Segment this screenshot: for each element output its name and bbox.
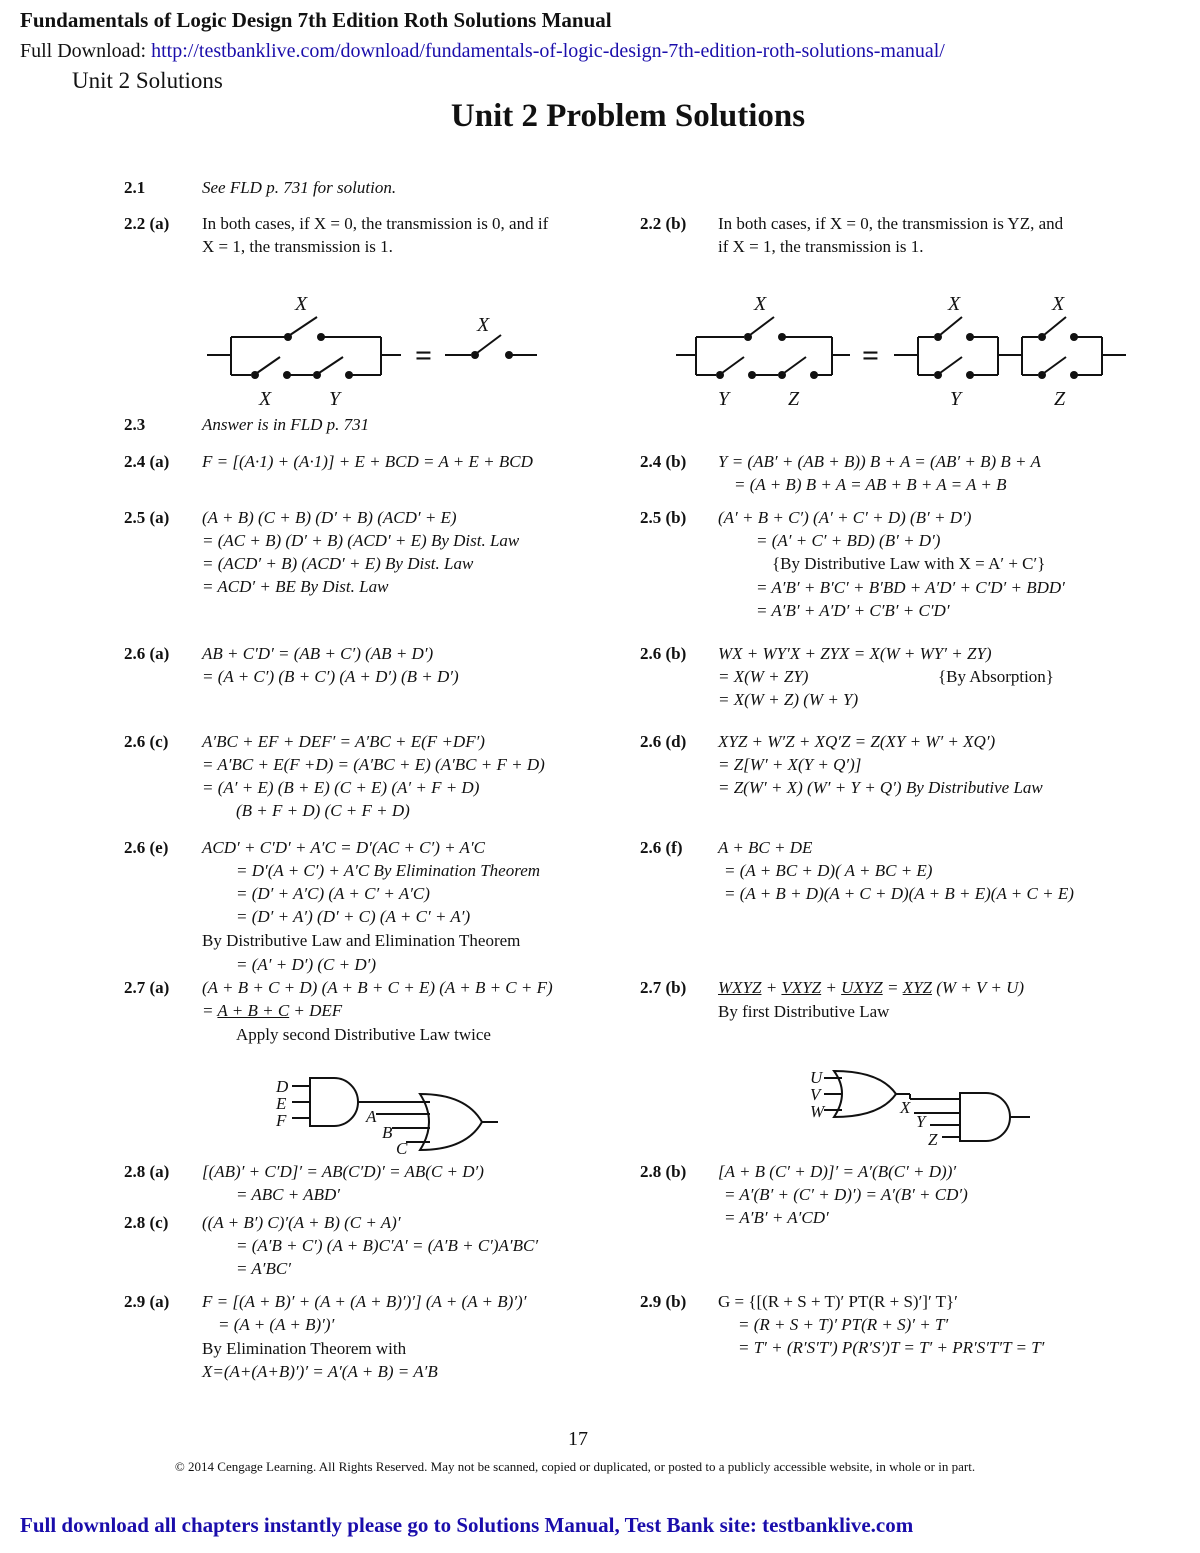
switch-label: X bbox=[259, 388, 272, 410]
solution-line: XYZ + W′Z + XQ′Z = Z(XY + W′ + XQ′) bbox=[718, 732, 996, 751]
solution-line: = A′BC + E(F +D) = (A′BC + E) (A′BC + F + D) bbox=[202, 755, 545, 774]
problem-number: 2.6 (b) bbox=[640, 644, 687, 663]
gate-input-label: Z bbox=[928, 1130, 938, 1149]
download-line bbox=[20, 40, 945, 63]
solution-line: = (D′ + A′) (D′ + C) (A + C′ + A′) bbox=[236, 907, 471, 926]
expr-part: + bbox=[821, 978, 842, 997]
solution-line: = Z(W′ + X) (W′ + Y + Q′) By Distributive Law bbox=[718, 778, 1043, 797]
solution-line: See FLD p. 731 for solution. bbox=[202, 178, 397, 197]
problem-number: 2.2 (b) bbox=[640, 214, 687, 233]
problem-number: 2.8 (a) bbox=[124, 1162, 170, 1181]
solution-line: [(AB)′ + C′D]′ = AB(C′D)′ = AB(C + D′) bbox=[202, 1162, 484, 1181]
switch-label: X bbox=[948, 293, 961, 315]
gate-input-label: Y bbox=[916, 1112, 926, 1131]
solution-line: X = 1, the transmission is 1. bbox=[202, 237, 393, 256]
switch-label: Z bbox=[788, 388, 800, 410]
solution-line: = (A + B + D)(A + C + D)(A + B + E)(A + C + E) bbox=[724, 884, 1074, 903]
gate-input-label: B bbox=[382, 1123, 393, 1142]
solution-line: ACD′ + C′D′ + A′C = D′(AC + C′) + A′C bbox=[202, 838, 485, 857]
problem-number: 2.2 (a) bbox=[124, 214, 170, 233]
problem-number: 2.9 (a) bbox=[124, 1292, 170, 1311]
gate-input-label: W bbox=[810, 1102, 825, 1121]
solution-line: = A′B′ + A′CD′ bbox=[724, 1208, 829, 1227]
solution-line: [A + B (C′ + D)]′ = A′(B(C′ + D))′ bbox=[718, 1162, 957, 1181]
problem-number: 2.4 (b) bbox=[640, 452, 687, 471]
solution-line: (A + B) (C + B) (D′ + B) (ACD′ + E) bbox=[202, 508, 457, 527]
switch-label: X bbox=[754, 293, 767, 315]
solution-line: By Distributive Law and Elimination Theorem bbox=[202, 931, 521, 950]
switch-diagram-2-2b bbox=[672, 285, 1142, 415]
expr-part: VXYZ bbox=[781, 978, 822, 997]
page-heading: Unit 2 Problem Solutions bbox=[450, 98, 806, 134]
solution-line bbox=[718, 978, 1024, 998]
problem-number: 2.5 (a) bbox=[124, 508, 170, 527]
solution-line: F = [(A + B)′ + (A + (A + B)′)′] (A + (A + B)′)′ bbox=[202, 1292, 527, 1311]
solution-line: Answer is in FLD p. 731 bbox=[202, 415, 370, 434]
problem-number: 2.1 bbox=[124, 178, 146, 197]
switch-label: Y bbox=[718, 388, 730, 410]
problem-number: 2.4 (a) bbox=[124, 452, 170, 471]
unit-label: Unit 2 Solutions bbox=[72, 68, 223, 93]
solution-line: = (A′B + C′) (A + B)C′A′ = (A′B + C′)A′BC′ bbox=[236, 1236, 539, 1255]
solution-line: In both cases, if X = 0, the transmission is YZ, and bbox=[718, 214, 1064, 233]
page-number: 17 bbox=[568, 1428, 588, 1450]
problem-number: 2.5 (b) bbox=[640, 508, 687, 527]
solution-line: = T′ + (R′S′T′) P(R′S′)T = T′ + PR′S′T′T = T′ bbox=[738, 1338, 1045, 1357]
problem-number: 2.9 (b) bbox=[640, 1292, 687, 1311]
gate-diagram-2-7b bbox=[800, 1065, 1040, 1155]
switch-label: Z bbox=[1054, 388, 1066, 410]
solution-line: = ACD′ + BE By Dist. Law bbox=[202, 577, 389, 596]
solution-line: = (A + C′) (B + C′) (A + D′) (B + D′) bbox=[202, 667, 459, 686]
solution-line: = A′B′ + B′C′ + B′BD + A′D′ + C′D′ + BDD′ bbox=[756, 578, 1065, 597]
solution-line: = A′B′ + A′D′ + C′B′ + C′D′ bbox=[756, 601, 950, 620]
copyright-notice: © 2014 Cengage Learning. All Rights Reserved. May not be scanned, copied or duplicated, or posted to a publicly accessible website, in whole or in part. bbox=[174, 1459, 976, 1474]
solution-line: G = {[(R + S + T)′ PT(R + S)′]′ T}′ bbox=[718, 1292, 958, 1311]
gate-input-label: X bbox=[900, 1098, 911, 1117]
equals-sign: = bbox=[862, 339, 880, 372]
solution-line: if X = 1, the transmission is 1. bbox=[718, 237, 924, 256]
switch-label: X bbox=[1052, 293, 1065, 315]
gate-input-label: A bbox=[366, 1107, 377, 1126]
solution-line: = (A′ + E) (B + E) (C + E) (A′ + F + D) bbox=[202, 778, 480, 797]
solution-line: = (A + B) B + A = AB + B + A = A + B bbox=[734, 475, 1007, 494]
problem-number: 2.6 (a) bbox=[124, 644, 170, 663]
solution-line: F = [(A·1) + (A·1)] + E + BCD = A + E + BCD bbox=[202, 452, 533, 471]
solution-line: = (A + (A + B)′)′ bbox=[218, 1315, 335, 1334]
problem-number: 2.6 (d) bbox=[640, 732, 687, 751]
expr-part: UXYZ bbox=[841, 978, 883, 997]
gate-input-label: C bbox=[396, 1139, 408, 1158]
switch-diagram-2-2a bbox=[195, 285, 555, 415]
solution-line: = (A′ + D′) (C + D′) bbox=[236, 955, 376, 974]
switch-label: Y bbox=[950, 388, 962, 410]
problem-number: 2.8 (b) bbox=[640, 1162, 687, 1181]
gate-diagram-2-7a bbox=[270, 1070, 510, 1160]
gate-input-label: F bbox=[276, 1111, 287, 1130]
solution-line: = (A + BC + D)( A + BC + E) bbox=[724, 861, 933, 880]
solution-line: = (R + S + T)′ PT(R + S)′ + T′ bbox=[738, 1315, 949, 1334]
solution-line: = (ACD′ + B) (ACD′ + E) By Dist. Law bbox=[202, 554, 474, 573]
solution-line: = (AC + B) (D′ + B) (ACD′ + E) By Dist. Law bbox=[202, 531, 520, 550]
problem-number: 2.7 (a) bbox=[124, 978, 170, 997]
solution-line: ((A + B′) C)′(A + B) (C + A)′ bbox=[202, 1213, 401, 1232]
solution-line: = ABC + ABD′ bbox=[236, 1185, 340, 1204]
solution-line: = A′BC′ bbox=[236, 1259, 291, 1278]
download-link[interactable]: http://testbanklive.com/download/fundamentals-of-logic-design-7th-edition-roth-solutions-manual/ bbox=[151, 40, 945, 62]
document-title: Fundamentals of Logic Design 7th Edition Roth Solutions Manual bbox=[20, 8, 612, 32]
problem-number: 2.3 bbox=[124, 415, 146, 434]
solution-line: = D′(A + C′) + A′C By Elimination Theorem bbox=[236, 861, 541, 880]
solution-line: WX + WY′X + ZYX = X(W + WY′ + ZY) bbox=[718, 644, 992, 663]
equals-sign: = bbox=[415, 339, 433, 372]
solution-line bbox=[202, 1001, 342, 1021]
switch-label: X bbox=[295, 293, 308, 315]
solution-line: A′BC + EF + DEF′ = A′BC + E(F +DF′) bbox=[202, 732, 485, 751]
footer-download-banner[interactable]: Full download all chapters instantly please go to Solutions Manual, Test Bank site: testbanklive.com bbox=[20, 1513, 914, 1537]
solution-line: = (D′ + A′C) (A + C′ + A′C) bbox=[236, 884, 430, 903]
gate-input-label: D bbox=[276, 1077, 289, 1096]
solution-line: Apply second Distributive Law twice bbox=[236, 1025, 491, 1044]
solution-line: Y = (AB′ + (AB + B)) B + A = (AB′ + B) B + A bbox=[718, 452, 1041, 471]
expr-part: = bbox=[882, 978, 903, 997]
gate-input-label: V bbox=[810, 1085, 821, 1104]
download-label: Full Download: bbox=[20, 40, 152, 62]
solution-line: In both cases, if X = 0, the transmission is 0, and if bbox=[202, 214, 549, 233]
problem-number: 2.6 (f) bbox=[640, 838, 683, 857]
solution-line: A + BC + DE bbox=[718, 838, 813, 857]
solution-line: AB + C′D′ = (AB + C′) (AB + D′) bbox=[202, 644, 434, 663]
solution-line: By Elimination Theorem with bbox=[202, 1339, 407, 1358]
solution-line: By first Distributive Law bbox=[718, 1002, 890, 1021]
problem-number: 2.8 (c) bbox=[124, 1213, 169, 1232]
solution-line: (A + B + C + D) (A + B + C + E) (A + B + C + F) bbox=[202, 978, 553, 997]
expr-part: XYZ bbox=[902, 978, 932, 997]
solution-line: = X(W + ZY) bbox=[718, 667, 809, 686]
solution-line: = Z[W′ + X(Y + Q′)] bbox=[718, 755, 862, 774]
problem-number: 2.6 (e) bbox=[124, 838, 169, 857]
solution-line: X=(A+(A+B)′)′ = A′(A + B) = A′B bbox=[202, 1362, 438, 1381]
solution-line: = A′(B′ + (C′ + D)′) = A′(B′ + CD′) bbox=[724, 1185, 968, 1204]
expr-part: A + B + C bbox=[217, 1001, 290, 1020]
expr-part: (W + V + U) bbox=[931, 978, 1025, 997]
problem-number: 2.7 (b) bbox=[640, 978, 687, 997]
expr-part: + DEF bbox=[289, 1001, 343, 1020]
expr-part: = bbox=[202, 1001, 218, 1020]
expr-part: WXYZ bbox=[718, 978, 762, 997]
problem-number: 2.6 (c) bbox=[124, 732, 169, 751]
solution-line: (B + F + D) (C + F + D) bbox=[236, 801, 410, 820]
switch-label: X bbox=[477, 314, 490, 336]
gate-input-label: U bbox=[810, 1068, 823, 1087]
expr-part: + bbox=[761, 978, 782, 997]
gate-input-label: E bbox=[276, 1094, 287, 1113]
solution-line: = (A′ + C′ + BD) (B′ + D′) bbox=[756, 531, 941, 550]
switch-label: Y bbox=[329, 388, 341, 410]
solution-line: {By Absorption} bbox=[938, 667, 1054, 686]
solution-line: {By Distributive Law with X = A′ + C′} bbox=[772, 554, 1046, 573]
solution-line: (A′ + B + C′) (A′ + C′ + D) (B′ + D′) bbox=[718, 508, 972, 527]
solution-line: = X(W + Z) (W + Y) bbox=[718, 690, 859, 709]
